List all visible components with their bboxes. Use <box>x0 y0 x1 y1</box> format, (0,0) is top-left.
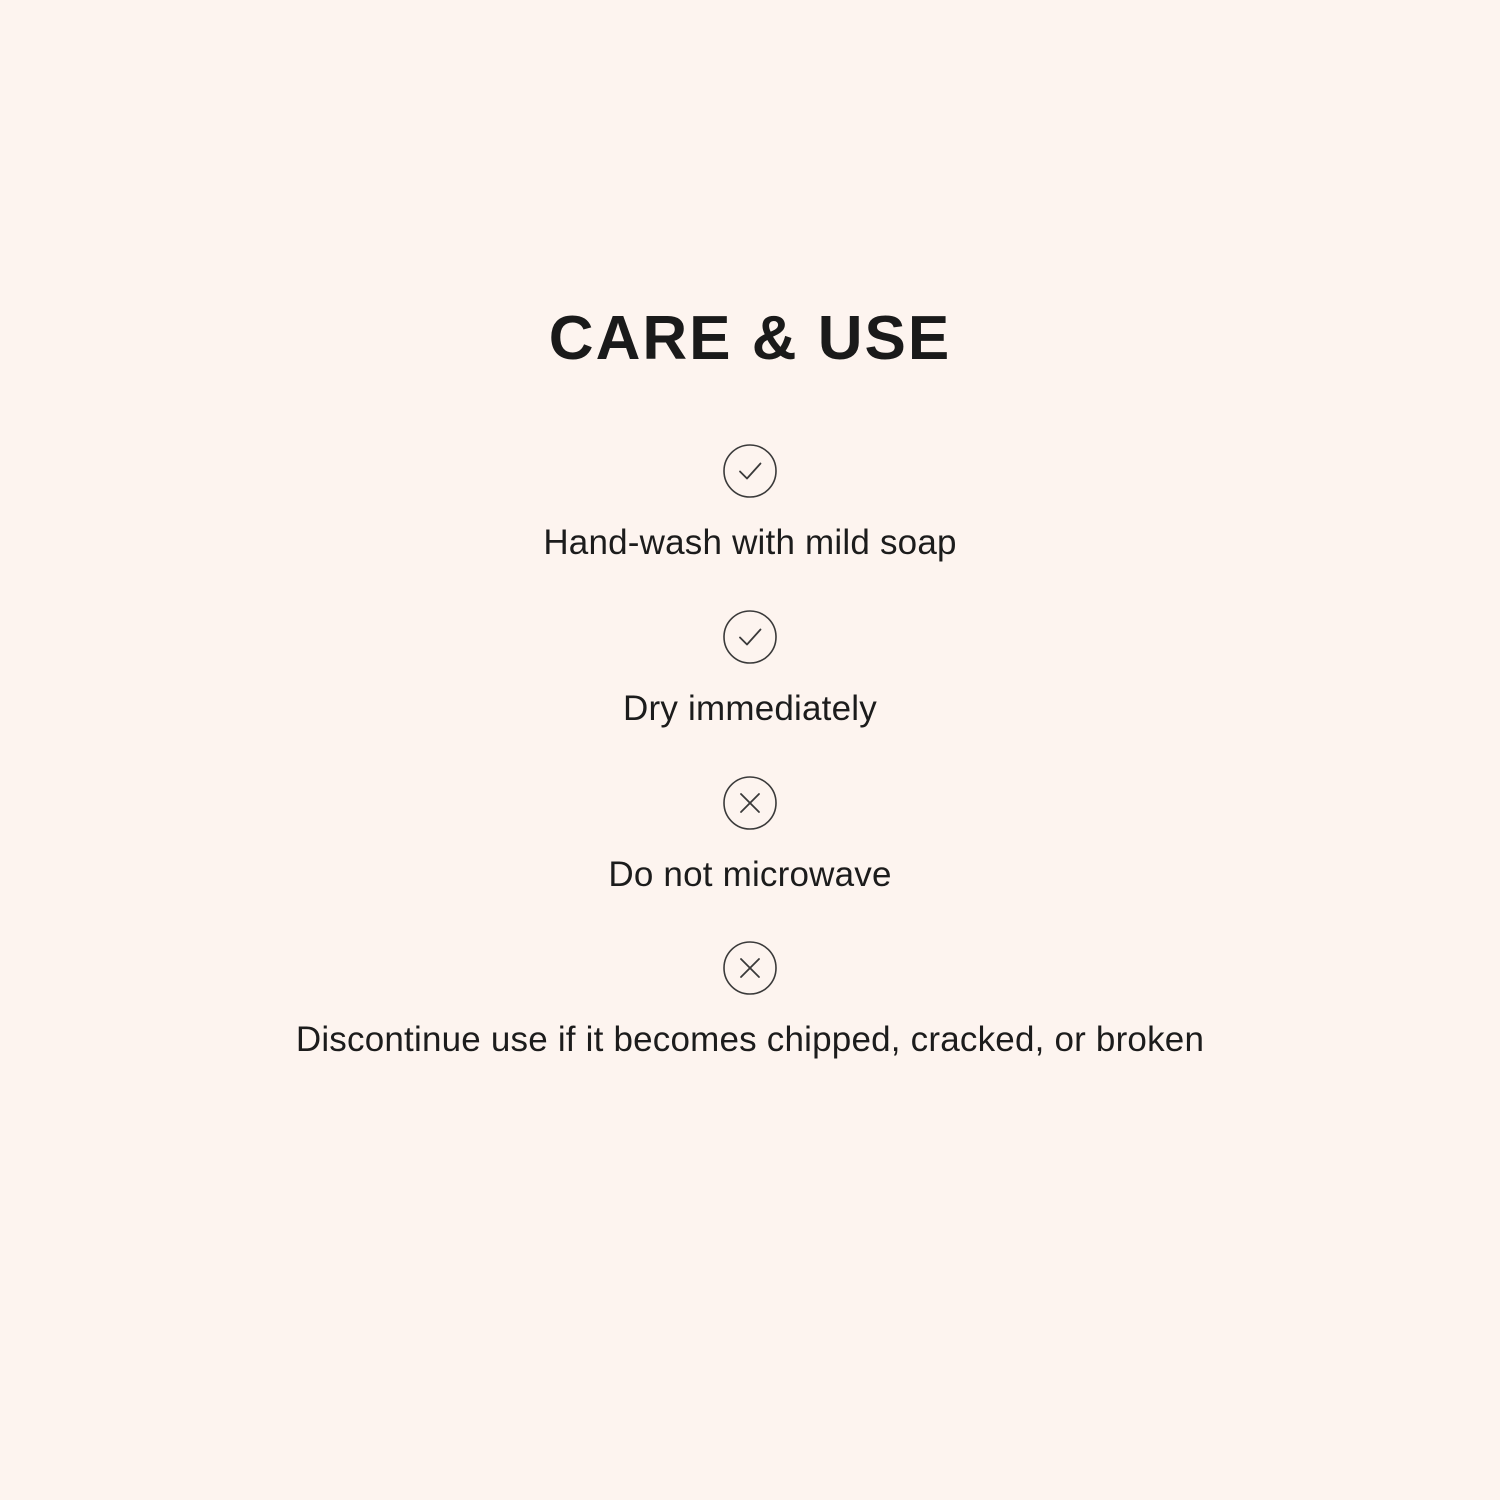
list-item-label: Discontinue use if it becomes chipped, cracked, or broken <box>295 1020 1205 1060</box>
check-circle-icon <box>722 443 778 499</box>
list-item <box>296 940 1204 1062</box>
check-circle-icon <box>722 609 778 665</box>
list-item <box>623 609 877 731</box>
list-item <box>608 775 891 897</box>
page-title: CARE & USE <box>548 304 952 373</box>
list-item <box>543 443 956 565</box>
list-item-label: Do not microwave <box>608 854 892 894</box>
list-item-label: Hand-wash with mild soap <box>543 523 957 563</box>
list-item-label: Dry immediately <box>623 688 877 728</box>
x-circle-icon <box>722 940 778 996</box>
x-circle-icon <box>722 775 778 831</box>
care-instruction-list <box>0 443 1500 1062</box>
